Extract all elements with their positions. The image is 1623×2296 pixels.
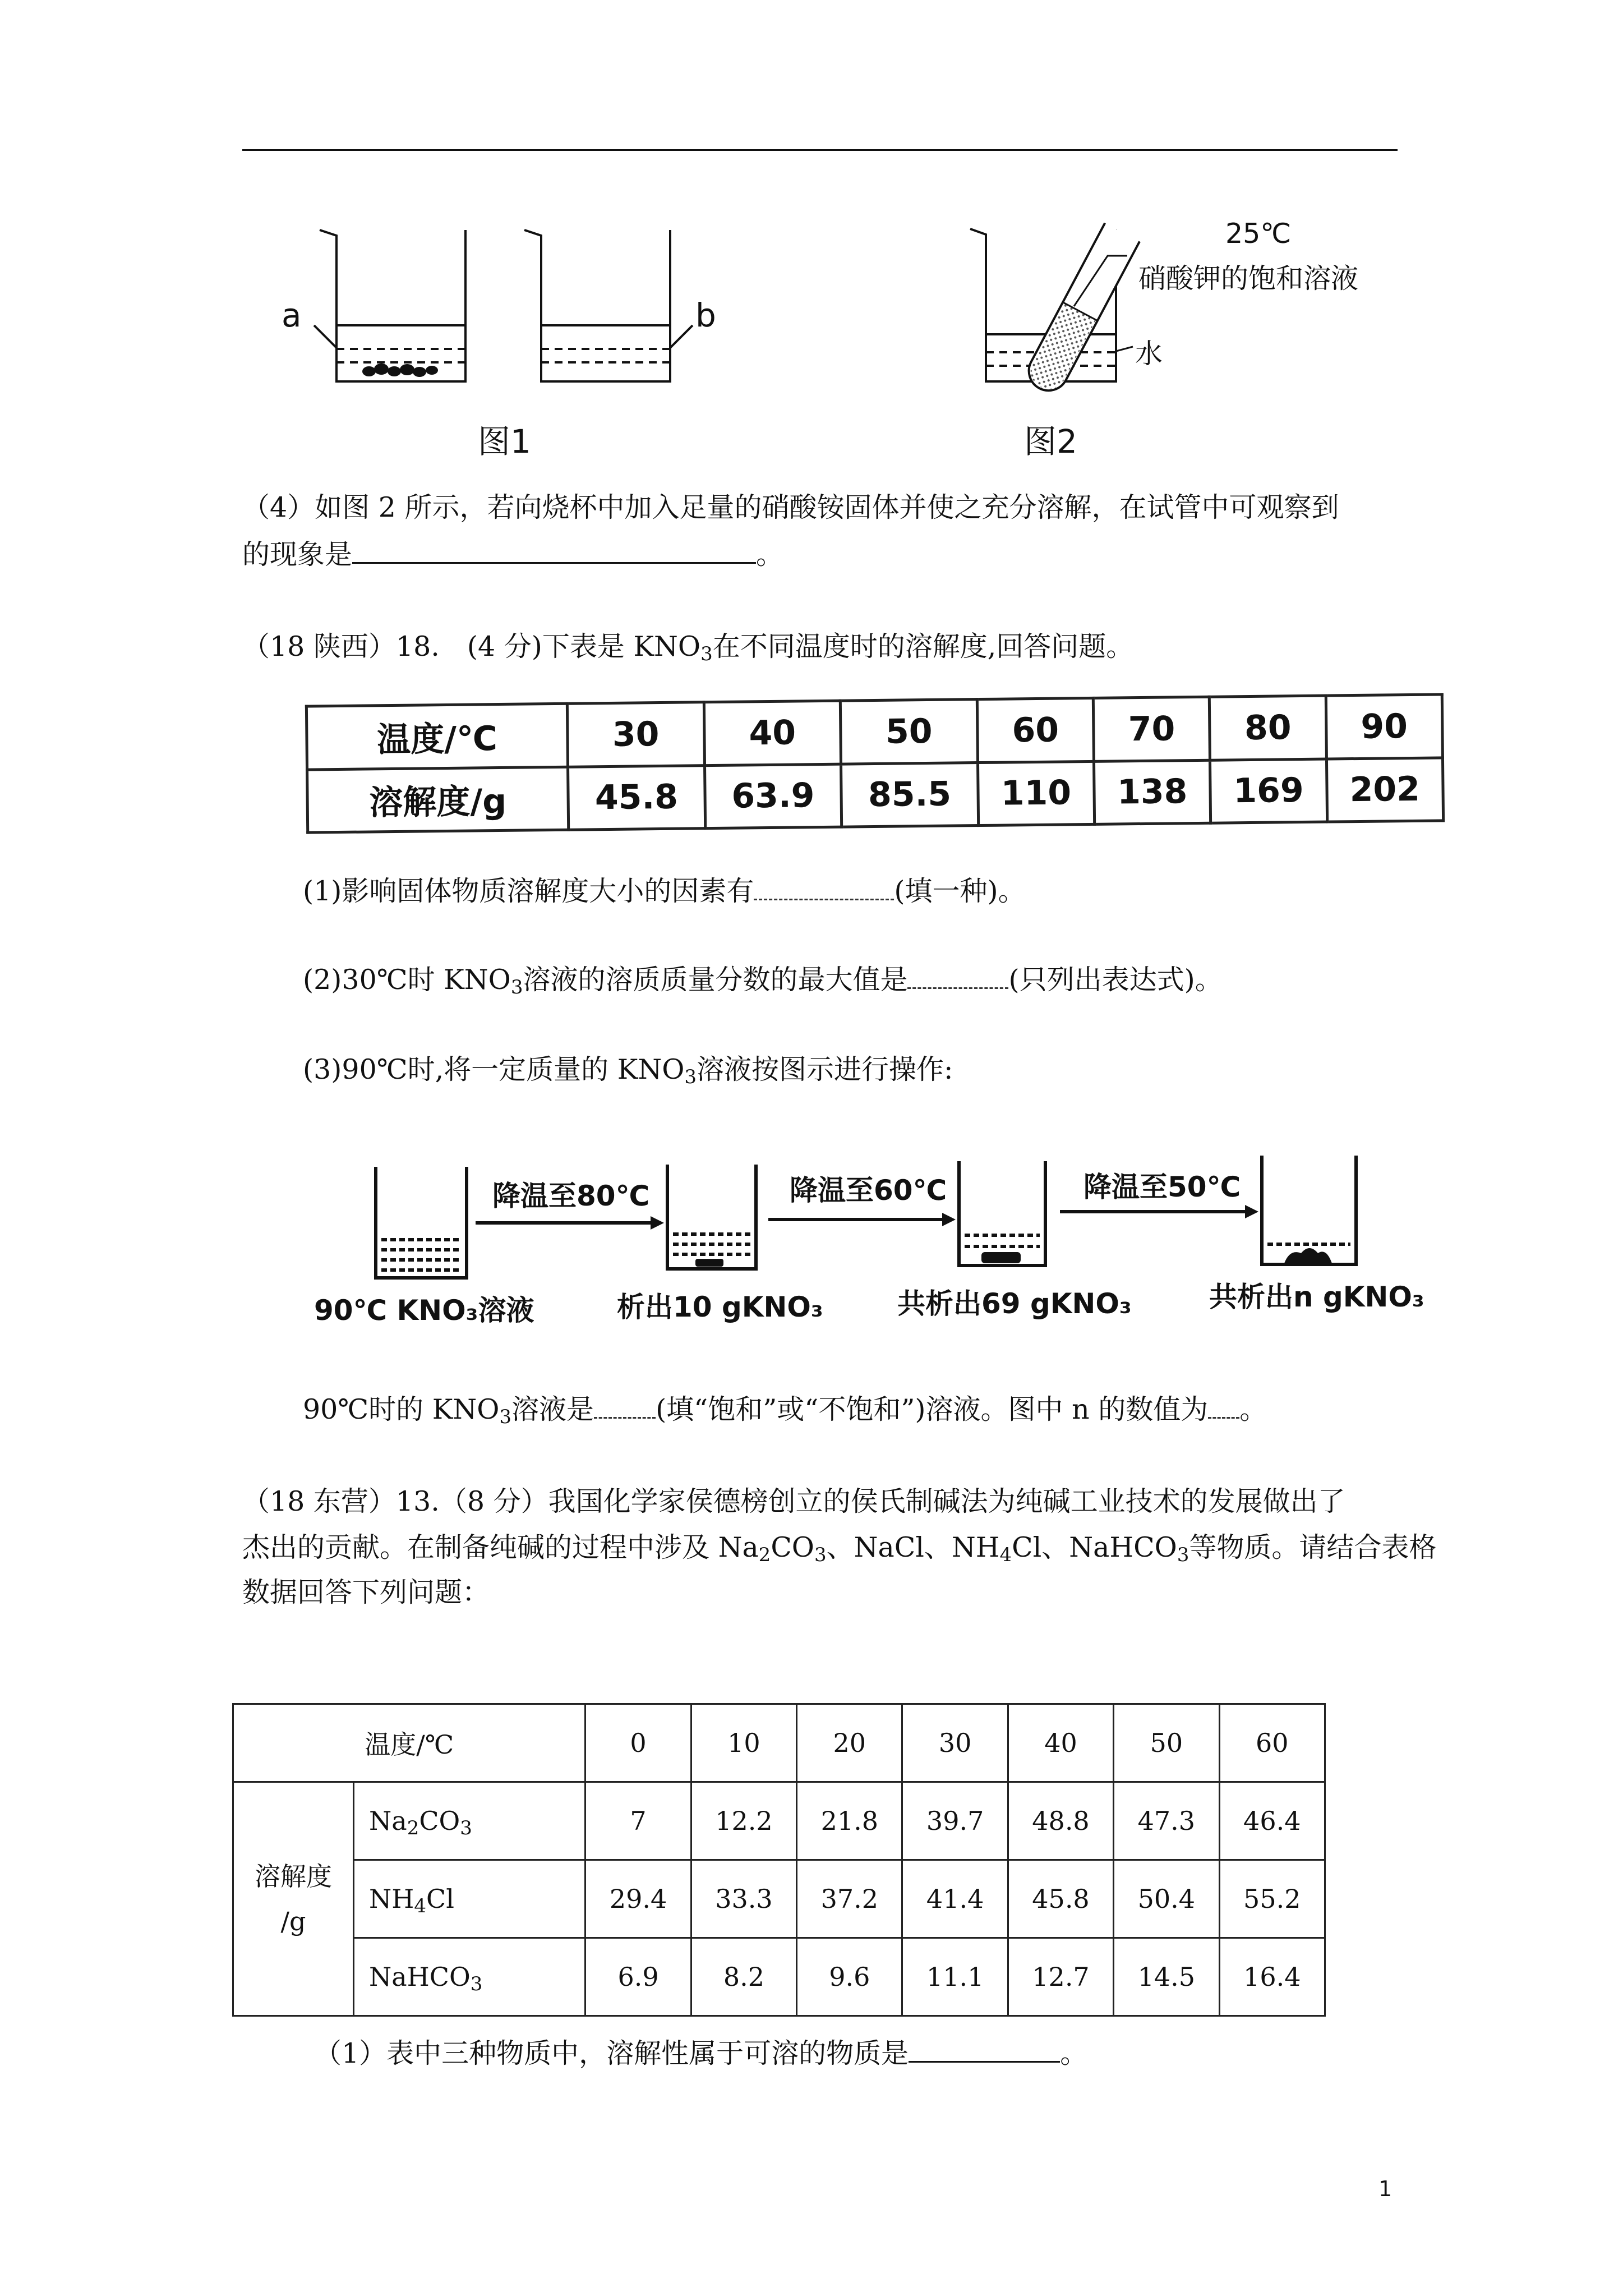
- q4-suffix: 。: [756, 539, 784, 570]
- q18-p2-text: (2)30℃时 KNO: [303, 964, 511, 996]
- table-cell: 110: [978, 761, 1094, 826]
- q18-p4-sub: 3: [499, 1406, 512, 1428]
- table-cell: 14.5: [1114, 1938, 1219, 2016]
- table-cell: 41.4: [902, 1860, 1008, 1938]
- table-cell: 90: [1326, 694, 1443, 759]
- table-cell: 40: [1008, 1704, 1113, 1782]
- table-cell: 12.2: [691, 1782, 796, 1860]
- q13-text-e: 等物质。请结合表格: [1189, 1531, 1437, 1563]
- q18-p3-text-2: 溶液按图示进行操作:: [697, 1053, 953, 1085]
- q4-line-1: （4）如图 2 所示，若向烧杯中加入足量的硝酸铵固体并使之充分溶解，在试管中可观察到: [242, 491, 1339, 523]
- q18-part-4: [303, 1388, 1267, 1432]
- q13-line-2: [242, 1526, 1436, 1570]
- table-cell: 37.2: [797, 1860, 902, 1938]
- q18-p1-blank: [754, 872, 894, 900]
- table-row: [306, 694, 1442, 770]
- q18-p3-sub: 3: [684, 1066, 697, 1088]
- q18-heading-text: （18 陕西）18. (4 分)下表是 KNO: [242, 631, 701, 662]
- figure-2-caption: 图2: [1024, 422, 1077, 461]
- caption-69g: 共析出69 gKNO₃: [897, 1287, 1132, 1320]
- q18-part-3: [303, 1048, 953, 1092]
- group-label-solubility: [233, 1782, 354, 2016]
- formula-sub: 3: [470, 1973, 483, 1995]
- q4-answer-blank: [352, 535, 756, 564]
- figure-2-beaker-test-tube: [948, 202, 1262, 404]
- table-cell: 45.8: [1008, 1860, 1113, 1938]
- q18-p2-text-2: 溶液的溶质质量分数的最大值是: [523, 964, 908, 996]
- q18-p1-text: (1)影响固体物质溶解度大小的因素有: [303, 875, 754, 907]
- q13-part-1: [314, 2032, 1087, 2076]
- label-saturated-solution: 硝酸钾的饱和溶液: [1138, 263, 1359, 295]
- arrow-label-60: 降温至60℃: [790, 1174, 947, 1207]
- q13-line-3: 数据回答下列问题：: [242, 1576, 490, 1608]
- table-cell: 20: [797, 1704, 902, 1782]
- table-cell: 169: [1210, 759, 1327, 823]
- table-cell: 70: [1093, 697, 1210, 761]
- row-label-solubility: 溶解度/g: [307, 767, 569, 832]
- table-cell: 85.5: [841, 762, 979, 827]
- formula-part: NH: [369, 1884, 414, 1914]
- table-cell: 48.8: [1008, 1782, 1113, 1860]
- kno3-solubility-table: [305, 693, 1445, 834]
- formula-part: NaHCO: [369, 1962, 471, 1992]
- table-cell: 33.3: [691, 1860, 796, 1938]
- q13-text-a: 杰出的贡献。在制备纯碱的过程中涉及 Na: [242, 1531, 759, 1563]
- arrow-label-80: 降温至80℃: [492, 1180, 650, 1212]
- label-a: a: [282, 296, 302, 334]
- table-cell: 47.3: [1114, 1782, 1219, 1860]
- row-label-nahco3: [354, 1938, 585, 2016]
- q18-heading: [242, 625, 1133, 669]
- formula-part: Cl: [426, 1884, 454, 1914]
- table-cell: 60: [1219, 1704, 1325, 1782]
- table-cell: 46.4: [1219, 1782, 1325, 1860]
- table-cell: 50: [840, 700, 978, 764]
- formula-sub: 3: [460, 1817, 472, 1839]
- q18-heading-text-2: 在不同温度时的溶解度,回答问题。: [712, 631, 1134, 662]
- table-cell: 30: [902, 1704, 1008, 1782]
- table-cell: 29.4: [585, 1860, 691, 1938]
- q13-line-1: （18 东营）13.（8 分）我国化学家侯德榜创立的侯氏制碱法为纯碱工业技术的发展做出了: [242, 1485, 1345, 1517]
- q18-p2-blank: [907, 960, 1008, 989]
- group-label-1: 溶解度: [255, 1861, 332, 1892]
- q18-p4-blank-1: [594, 1390, 656, 1419]
- table-cell: 60: [977, 698, 1094, 762]
- table-cell: 8.2: [691, 1938, 796, 2016]
- figure-1-caption: 图1: [478, 422, 531, 461]
- table-cell: 55.2: [1219, 1860, 1325, 1938]
- header-rule: [242, 149, 1398, 151]
- arrow-label-50: 降温至50℃: [1083, 1171, 1241, 1203]
- row-label-na2co3: [354, 1782, 585, 1860]
- formula-part: Na: [369, 1806, 407, 1836]
- table-cell: 6.9: [585, 1938, 691, 2016]
- table-cell: 50: [1114, 1704, 1219, 1782]
- table-cell: 12.7: [1008, 1938, 1113, 2016]
- table-cell: 7: [585, 1782, 691, 1860]
- caption-ng: 共析出n gKNO₃: [1209, 1281, 1424, 1313]
- table-row: [233, 1938, 1325, 2016]
- table-cell: 202: [1326, 757, 1444, 822]
- q18-heading-sub: 3: [700, 643, 713, 665]
- q13-p1-text: （1）表中三种物质中，溶解性属于可溶的物质是: [314, 2037, 909, 2069]
- table-row: [233, 1860, 1325, 1938]
- label-b: b: [695, 296, 716, 334]
- q13-text-b: CO: [771, 1531, 814, 1563]
- caption-10g: 析出10 gKNO₃: [617, 1291, 823, 1323]
- page-number: 1: [1378, 2177, 1393, 2201]
- q13-sub-4: 4: [999, 1544, 1012, 1566]
- label-water: 水: [1135, 338, 1163, 370]
- table-cell: 50.4: [1114, 1860, 1219, 1938]
- table-cell: 11.1: [902, 1938, 1008, 2016]
- q13-sub-3b: 3: [1177, 1544, 1189, 1566]
- q13-p1-suffix: 。: [1060, 2037, 1088, 2069]
- table-cell: 9.6: [797, 1938, 902, 2016]
- q4-prefix: 的现象是: [242, 539, 353, 570]
- q13-sub-3a: 3: [814, 1544, 827, 1566]
- table-cell: 16.4: [1219, 1938, 1325, 2016]
- group-label-2: /g: [280, 1906, 306, 1936]
- q18-p2-sub: 3: [510, 976, 523, 999]
- table-cell: 80: [1210, 696, 1326, 760]
- q18-p2-suffix: (只列出表达式)。: [1008, 964, 1223, 996]
- solubility-table: [232, 1703, 1326, 2017]
- table-row: [233, 1704, 1325, 1782]
- header-temperature: 温度/℃: [233, 1704, 585, 1782]
- formula-sub: 2: [407, 1817, 419, 1839]
- q18-p4-text-2: 溶液是: [511, 1393, 594, 1425]
- q13-sub-2: 2: [758, 1544, 771, 1566]
- row-label-nh4cl: [354, 1860, 585, 1938]
- q18-p1-suffix: (填一种)。: [894, 875, 1026, 907]
- label-temperature: 25℃: [1225, 218, 1292, 250]
- table-cell: 0: [585, 1704, 691, 1782]
- table-cell: 138: [1094, 760, 1211, 825]
- table-cell: 39.7: [902, 1782, 1008, 1860]
- row-label-temperature: 温度/℃: [306, 703, 568, 769]
- table-cell: 10: [691, 1704, 796, 1782]
- q18-p4-text-3: (填“饱和”或“不饱和”)溶液。图中 n 的数值为: [656, 1393, 1209, 1425]
- q13-p1-blank: [909, 2034, 1060, 2063]
- formula-sub: 4: [414, 1895, 427, 1917]
- caption-90c-solution: 90℃ KNO₃溶液: [314, 1294, 534, 1327]
- q4-line-2: [242, 533, 783, 577]
- table-row: [233, 1782, 1325, 1860]
- q18-part-2: [303, 958, 1223, 1002]
- table-cell: 45.8: [568, 765, 706, 830]
- table-cell: 21.8: [797, 1782, 902, 1860]
- q13-text-d: Cl、NaHCO: [1012, 1531, 1177, 1563]
- table-row: [307, 757, 1444, 832]
- q13-text-c: 、NaCl、NH: [826, 1531, 1000, 1563]
- q18-p4-suffix: 。: [1239, 1393, 1267, 1425]
- formula-part: CO: [419, 1806, 460, 1836]
- table-cell: 30: [567, 702, 704, 767]
- q18-p3-text: (3)90℃时,将一定质量的 KNO: [303, 1053, 685, 1085]
- q18-p4-text: 90℃时的 KNO: [303, 1393, 500, 1425]
- q18-part-1: [303, 869, 1026, 913]
- table-cell: 63.9: [704, 764, 842, 829]
- solid-particles: [362, 364, 438, 377]
- table-cell: 40: [704, 701, 841, 765]
- q18-p4-blank-2: [1208, 1390, 1239, 1419]
